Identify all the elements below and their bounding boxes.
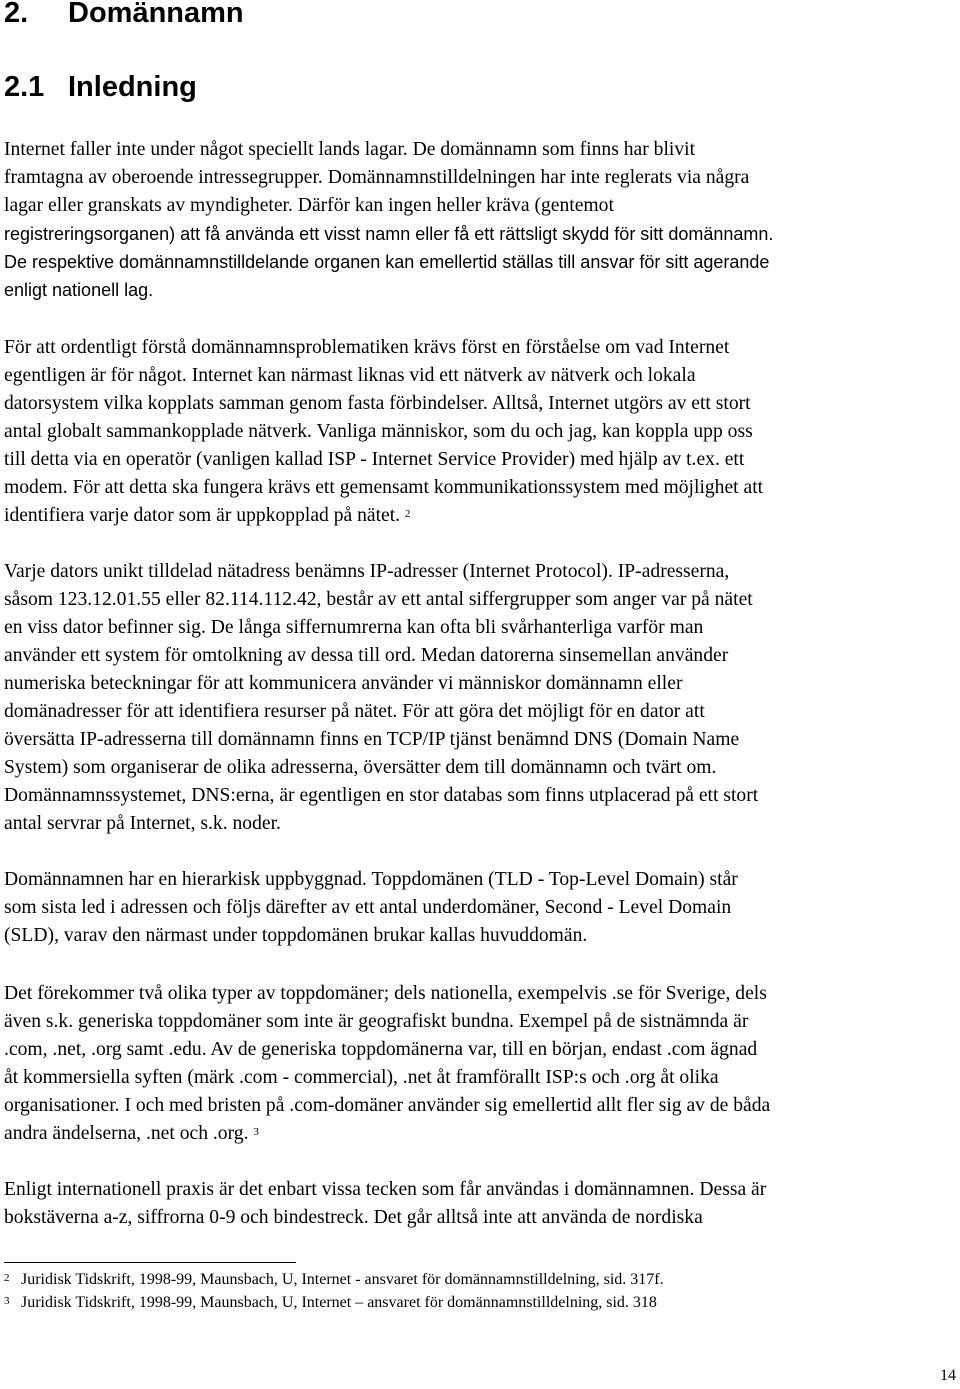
paragraph-line: datorsystem vilka kopplats samman genom fasta förbindelser. Alltså, Internet utgörs av ett stort	[4, 393, 751, 414]
chapter-heading	[4, 0, 244, 30]
paragraph-line: modem. För att detta ska fungera krävs ett gemensamt kommunikationssystem med möjlighet att	[4, 477, 764, 498]
section-title: Inledning	[68, 71, 197, 103]
paragraph-intro	[4, 136, 958, 304]
footnote-reference: 2	[405, 508, 411, 520]
paragraph-line: domänadresser för att identifiera resurser på nätet. För att göra det möjligt för en dator att	[4, 701, 705, 722]
paragraph-hierarchy	[4, 866, 958, 950]
footnote-item	[4, 1291, 664, 1314]
paragraph-line: framtagna av oberoende intressegrupper. Domännamnstilldelningen har inte reglerats via några	[4, 167, 750, 188]
paragraph-line: Enligt internationell praxis är det enbart vissa tecken som får användas i domännamnen. Dessa är	[4, 1179, 767, 1200]
paragraph-line: Det förekommer två olika typer av toppdomäner; dels nationella, exempelvis .se för Sverige, dels	[4, 983, 767, 1004]
paragraph-line: översätta IP-adresserna till domännamn finns en TCP/IP tjänst benämnd DNS (Domain Name	[4, 729, 740, 750]
paragraph-line	[4, 1120, 958, 1148]
paragraph-line: bokstäverna a-z, siffrorna 0-9 och bindestreck. Det går alltså inte att använda de nordiska	[4, 1207, 703, 1228]
footnote-separator	[4, 1262, 296, 1263]
paragraph-line	[4, 502, 958, 530]
paragraph-line: använder ett system för omtolkning av dessa till ord. Medan datorerna sinsemellan använder	[4, 645, 729, 666]
paragraph-line: organisationer. I och med bristen på .com-domäner använder sig emellertid allt fler sig av de båda	[4, 1095, 771, 1116]
footnote-number: 3	[4, 1295, 10, 1307]
paragraph-line: Internet faller inte under något speciellt lands lagar. De domännamn som finns har blivit	[4, 139, 696, 160]
paragraph-line: antal servrar på Internet, s.k. noder.	[4, 813, 281, 834]
chapter-number: 2.	[4, 0, 29, 29]
paragraph-allowed-characters	[4, 1176, 958, 1232]
page-number: 14	[940, 1367, 956, 1384]
paragraph-line: Varje dators unikt tilldelad nätadress benämns IP-adresser (Internet Protocol). IP-adresserna,	[4, 561, 730, 582]
paragraph-line: System) som organiserar de olika adresserna, översätter dem till domännamn och tvärt om.	[4, 757, 717, 778]
paragraph-line: egentligen är för något. Internet kan närmast liknas vid ett nätverk av nätverk och lokala	[4, 365, 696, 386]
paragraph-line: enligt nationell lag.	[4, 280, 154, 300]
paragraph-line: lagar eller granskats av myndigheter. Därför kan ingen heller kräva (gentemot	[4, 195, 614, 216]
paragraph-line: som sista led i adressen och följs därefter av ett antal underdomäner, Second - Level Domain	[4, 897, 732, 918]
paragraph-line: till detta via en operatör (vanligen kallad ISP - Internet Service Provider) med hjälp av t.ex. ett	[4, 449, 745, 470]
paragraph-line: åt kommersiella syften (märk .com - commercial), .net åt framförallt ISP:s och .org åt olika	[4, 1067, 719, 1088]
footnote-item	[4, 1268, 664, 1291]
footnote-text: Juridisk Tidskrift, 1998-99, Maunsbach, U, Internet – ansvaret för domännamnstilldelning, sid. 318	[21, 1294, 657, 1311]
paragraph-line: Domännamnssystemet, DNS:erna, är egentligen en stor databas som finns utplacerad på ett stort	[4, 785, 759, 806]
footnote-reference: 3	[253, 1126, 259, 1138]
chapter-title: Domännamn	[68, 0, 244, 29]
paragraph-line: För att ordentligt förstå domännamnsproblematiken krävs först en förståelse om vad Internet	[4, 337, 730, 358]
paragraph-line: numeriska beteckningar för att kommunicera använder vi människor domännamn eller	[4, 673, 683, 694]
paragraph-line-text: andra ändelserna, .net och .org.	[4, 1123, 249, 1144]
paragraph-top-level-domains	[4, 980, 958, 1148]
paragraph-line: även s.k. generiska toppdomäner som inte är geografiskt bundna. Exempel på de sistnämnda är	[4, 1011, 749, 1032]
paragraph-ip-addresses	[4, 558, 958, 838]
paragraph-line: antal globalt sammankopplade nätverk. Vanliga människor, som du och jag, kan koppla upp oss	[4, 421, 753, 442]
paragraph-line: såsom 123.12.01.55 eller 82.114.112.42, består av ett antal siffergrupper som anger var på nätet	[4, 589, 753, 610]
footnote-text: Juridisk Tidskrift, 1998-99, Maunsbach, U, Internet - ansvaret för domännamnstilldelning, sid. 317f.	[21, 1271, 664, 1288]
footnote-number: 2	[4, 1272, 10, 1284]
section-number: 2.1	[4, 71, 45, 103]
paragraph-line-text: identifiera varje dator som är uppkopplad på nätet.	[4, 505, 401, 526]
paragraph-line: Domännamnen har en hierarkisk uppbyggnad. Toppdomänen (TLD - Top-Level Domain) står	[4, 869, 738, 890]
paragraph-line: .com, .net, .org samt .edu. Av de generiska toppdomänerna var, till en början, endast .com ägnad	[4, 1039, 758, 1060]
paragraph-internet	[4, 334, 958, 530]
paragraph-line: en viss dator befinner sig. De långa siffernumrerna kan ofta bli svårhanterliga varför man	[4, 617, 704, 638]
section-heading	[4, 70, 197, 104]
paragraph-line: (SLD), varav den närmast under toppdomänen brukar kallas huvuddomän.	[4, 925, 588, 946]
footnotes	[4, 1268, 664, 1314]
paragraph-line: De respektive domännamnstilldelande organen kan emellertid ställas till ansvar för sitt agerande	[4, 252, 770, 272]
paragraph-line: registreringsorganen) att få använda ett visst namn eller få ett rättsligt skydd för sitt domännamn.	[4, 224, 774, 244]
